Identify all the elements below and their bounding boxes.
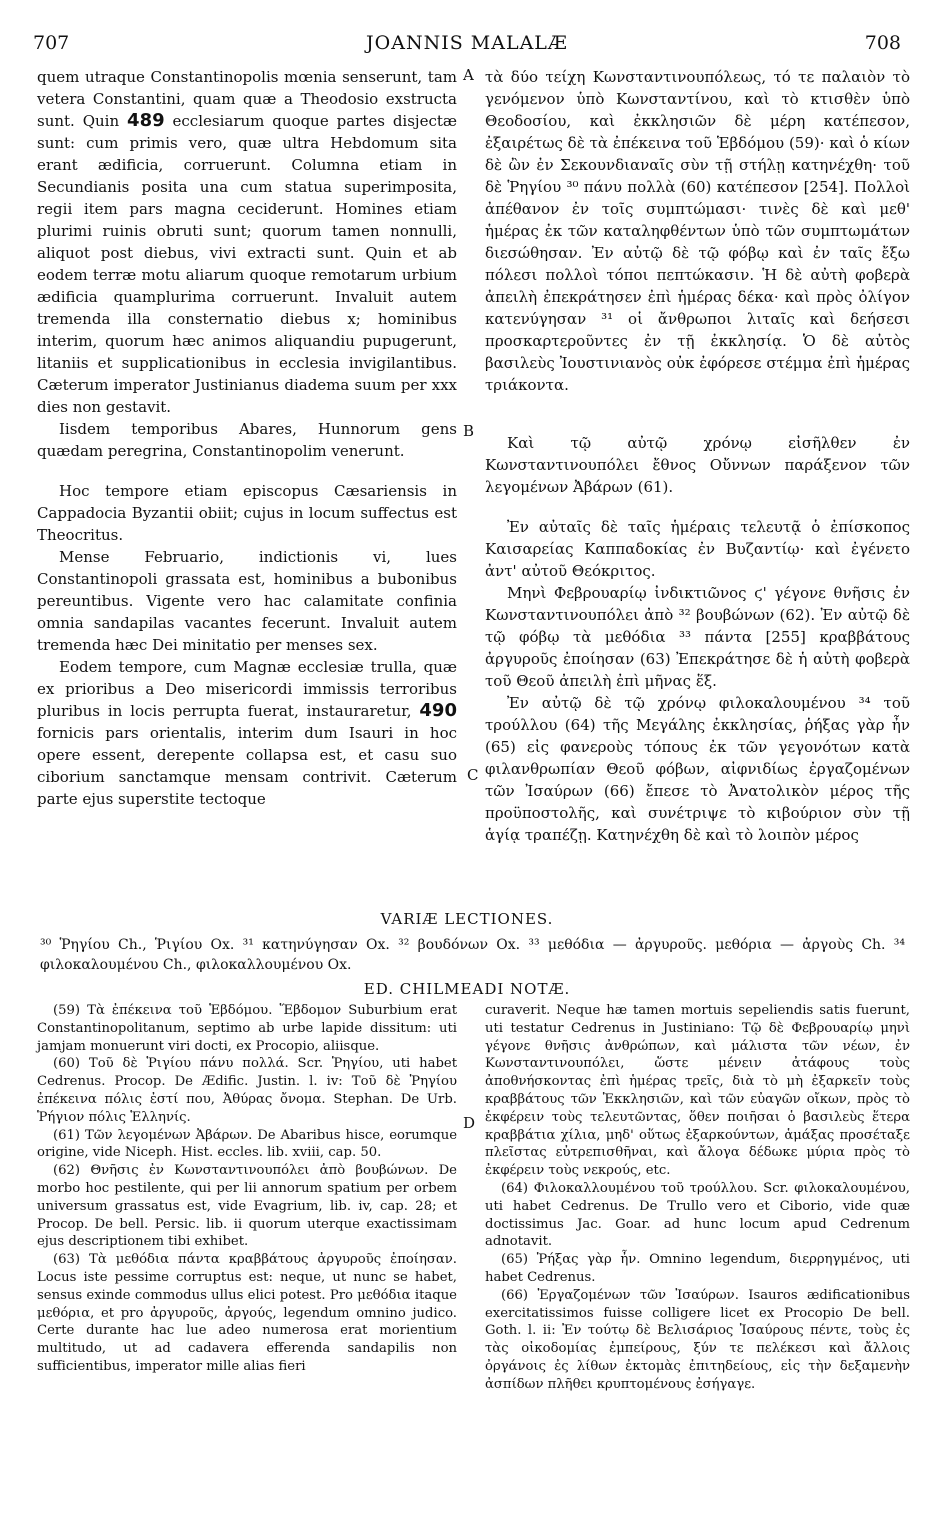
- page-number-right: 708: [864, 32, 901, 54]
- variae-lectiones: ³⁰ Ῥηγίου Ch., Ῥιγίου Ox. ³¹ κατηνύγησαν Ox. ³² βουδόνων Ox. ³³ μεθόδια — ἀργυροῦς. μεθόρια — ἀργοὺς Ch. ³⁴ φιλοκαλουμένου Ch., φιλοκαλλουμένου Ox.: [40, 937, 905, 973]
- latin-text: ecclesiarum quoque partes disjectæ sunt: cum primis vero, quæ ultra Hebdomum sita erant ædificia, corruerunt. Columna etiam in Secundianis posita una cum statua superimposita, regii item pars magna ceciderunt. Homines etiam plurimi ruinis obruti sunt; quorum tamen nonnulli, aliquot post diebus, vivi extracti sunt. Quin et ab eodem terræ motu aliarum quoque remotarum urbium ædificia quampluri̇ma corruerunt. Invaluit autem tremenda illa consternatio diebus x; hominibus interim, quorum hæc animos aliquandiu pupugerunt, litaniis et supplicationibus in ecclesia invigilantibus. Cæterum imperator Justinianus diadema suum per xxx dies non gestavit.: [37, 112, 457, 416]
- notes-left-column: [37, 1002, 457, 1376]
- section-number: 489: [127, 110, 165, 131]
- note: (62) Θνῆσις ἐν Κωνσταντινουπόλει ἀπὸ βουβώνων. De morbo hoc pestilente, qui per lii annorum spatium per orbem universum grassatus est, vide Evagrium, lib. iv, cap. 28; et Procop. De bell. Persic. lib. ii quorum uterque exactissimam ejus descriptionem tibi exhibet.: [37, 1163, 457, 1250]
- greek-paragraph: τὰ δύο τείχη Κωνσταντινουπόλεως, τό τε παλαιὸν τὸ γενόμενον ὑπὸ Κωνσταντίνου, καὶ τὸ κτισθὲν ὑπὸ Θεοδοσίου, καὶ ἐκκλησιῶν δὲ μέρη κατέπεσον, ἐξαιρέτως δὲ τὰ ἐπέκεινα τοῦ Ἑβδόμου (59)· καὶ ὁ κίων δὲ ὢν ἐν Σεκουνδιαναῖς σὺν τῇ στήλῃ κατηνέχθη· τοῦ δὲ Ῥηγίου ³⁰ πάνυ πολλὰ (60) κατέπεσον [254]. Πολλοὶ ἀπέθανον ἐν τοῖς συμπτώμασι· τινὲς δὲ καὶ μεθ' ἡμέρας ἐκ τῶν καταληφθέντων ὑπὸ τῶν συμπτωμάτων διεσώθησαν. Ἐν αὐτῷ δὲ τῷ φόβῳ καὶ ἐν ταῖς ἔξω πόλεσι πολλοὶ τόποι πεπτώκασιν. Ἡ δὲ αὐτὴ φοβερὰ ἀπειλὴ ἐπεκράτησεν ἐπὶ ἡμέρας δέκα· καὶ πρὸς ὀλίγον κατενύγησαν ³¹ οἱ ἄνθρωποι λιταῖς καὶ δεήσεσι προσκαρτεροῦντες ἐν τῇ ἐκκλησίᾳ. Ὁ δὲ αὐτὸς βασιλεὺς Ἰουστινιανὸς οὐκ ἐφόρεσε στέμμα ἐπὶ ἡμέρας τριάκοντα.: [485, 68, 910, 394]
- note: (66) Ἐργαζομένων τῶν Ἰσαύρων. Isauros ædificationibus exercitatissimos fuisse colligere licet ex Procopio De bell. Goth. l. ii: Ἐν τούτῳ δὲ Βελισάριος Ἰσαύρους πέντε, τοὺς ἐς τὰς οἰκοδομίας ἐμπείρους, ξύν τε πελέκεσι καὶ ἄλλοις ὀργάνοις ἐς λίθων ἐκτομὰς ἐπιτηδείους, εἰς τὴν δεξαμενὴν ἀσπίδων πλῆθει κρυπτομένους ἐσήγαγε.: [485, 1287, 910, 1392]
- running-head: JOANNIS MALALÆ: [366, 32, 568, 54]
- latin-paragraph: [37, 66, 457, 418]
- page-number-left: 707: [33, 32, 70, 54]
- latin-paragraph: [37, 656, 457, 810]
- notes-right-column: [485, 1002, 910, 1394]
- latin-text: Eodem tempore, cum Magnæ ecclesiæ trulla, quæ ex prioribus a Deo misericordi immissis terroribus pluribus in locis perrupta fuerat, instauraretur,: [37, 658, 457, 720]
- latin-text: quem utraque Constantinopolis mœnia senserunt, tam vetera Constantini, quam quæ a Theodosio exstructa sunt. Quin: [37, 68, 457, 130]
- latin-paragraph: Iisdem temporibus Abares, Hunnorum gens quædam peregrina, Constantinopolim venerunt.: [37, 420, 457, 460]
- notes-title: ED. CHILMEADI NOTÆ.: [363, 980, 571, 998]
- margin-letter-d: D: [463, 1114, 476, 1132]
- greek-paragraph: Καὶ τῷ αὐτῷ χρόνῳ εἰσῆλθεν ἐν Κωνσταντινουπόλει ἔθνος Οὔννων παράξενον τῶν λεγομένων Ἀβάρων (61).: [485, 434, 910, 496]
- note: (65) Ῥήξας γὰρ ἦν. Omnino legendum, διερρηγμένος, uti habet Cedrenus.: [485, 1252, 910, 1285]
- note: (61) Τῶν λεγομένων Ἀβάρων. De Abaribus hisce, eorumque origine, vide Niceph. Hist. eccles. lib. xviii, cap. 50.: [37, 1127, 457, 1161]
- latin-paragraph: Mense Februario, indictionis vi, lues Constantinopoli grassata est, hominibus a bubonibus pereuntibus. Vigente vero hac calamitate confinia omnia sandapilas vacantes fecerunt. Invaluit autem tremenda hæc Dei minitatio per menses sex.: [37, 548, 457, 654]
- greek-paragraph: Ἐν αὐτῷ δὲ τῷ χρόνῳ φιλοκαλουμένου ³⁴ τοῦ τρούλλου (64) τῆς Μεγάλης ἐκκλησίας, ῥήξας γὰρ ἦν (65) εἰς φανεροὺς τόπους ἐκ τῶν γεγονότων κατὰ φιλανθρωπίαν Θεοῦ φόβων, αἰφνιδίως ἐργαζομένων τῶν Ἰσαύρων (66) ἔπεσε τὸ Ἀνατολικὸν μέρος τῆς προϋποστολῆς, καὶ συνέτριψε τὸ κιβούριον σὺν τῇ ἁγίᾳ τραπέζῃ. Κατηνέχθη δὲ καὶ τὸ λοιπὸν μέρος: [485, 694, 910, 844]
- note: (63) Τὰ μεθόδια πάντα κραββάτους ἀργυροῦς ἐποίησαν. Locus iste pessime corruptus est: neque, ut nunc se habet, sensus exinde commodus ullus elici potest. Pro μεθόδια itaque μεθόρια, et pro ἀργυροῦς, ἀργούς, legendum omnino judico. Certe durante hac lue adeo numerosa erat morientium multitudo, ut ad cadavera efferenda sandapilis non sufficientibus, imperator mille alias fieri: [37, 1252, 457, 1374]
- note: curaverit. Neque hæ tamen mortuis sepeliendis satis fuerunt, uti testatur Cedrenus in Justiniano: Τῷ δὲ Φεβρουαρίῳ μηνὶ γέγονε θνῆσις ἀνθρώπων, καὶ μάλιστα τῶν νέων, ἐν Κωνσταντινουπόλει, ὥστε μένειν ἀτάφους τοὺς ἀποθνήσκοντας ἐπὶ ἡμέρας τρεῖς, διὰ τὸ μὴ ἐξαρκεῖν τοὺς κραββάτους τῶν Ἐκκλησιῶν, καὶ τῶν εὐαγῶν οἴκων, πρὸς τὸ ἐκφέρειν τοὺς τελευτῶντας, ὅθεν ποιῆσαι ὁ βασιλεὺς ἕτερα κραββάτια χίλια, μηδ' οὕτως ἐξαρκούντων, ἁμάξας προσέταξε πλεῖστας εὐτρεπισθῆναι, καὶ ἄλογα δέδωκε μύρια πρὸς τὸ ἐκφέρειν τοὺς νεκρούς, etc.: [485, 1003, 910, 1179]
- margin-letter-a: A: [463, 66, 474, 84]
- latin-text: fornicis pars orientalis, interim dum Isauri in hoc opere essent, derepente collapsa est, et casu suo ciborium sanctamque mensam contrivit. Cæterum parte ejus superstite tectoque: [37, 724, 457, 808]
- greek-column: [485, 66, 910, 846]
- note: (59) Τὰ ἐπέκεινα τοῦ Ἑβδόμου. Ἕβδομον Suburbium erat Constantinopolitanum, septimo ab urbe lapide dissitum: uti jamjam monuerunt viri docti, ex Procopio, aliisque.: [37, 1003, 457, 1054]
- margin-letter-c: C: [467, 766, 479, 784]
- variae-title: VARIÆ LECTIONES.: [380, 910, 554, 928]
- latin-paragraph: Hoc tempore etiam episcopus Cæsariensis in Cappadocia Byzantii obiit; cujus in locum suffectus est Theocritus.: [37, 482, 457, 544]
- note: (60) Τοῦ δὲ Ῥιγίου πάνυ πολλά. Scr. Ῥηγίου, uti habet Cedrenus. Procop. De Ædific. Justin. l. iv: Τοῦ δὲ Ῥηγίου ἐπέκεινα πόλις ἐστί που, Ἀθύρας ὄνομα. Stephan. De Urb. Ῥήγιον πόλις Ἑλληνίς.: [37, 1056, 457, 1125]
- margin-letter-b: B: [463, 422, 475, 440]
- section-number: 490: [419, 700, 457, 721]
- note: (64) Φιλοκαλλουμένου τοῦ τρούλλου. Scr. φιλοκαλουμένου, uti habet Cedrenus. De Trullo vero et Ciborio, vide quæ doctissimus Jac. Goar. ad hunc locum apud Cedrenum adnotavit.: [485, 1180, 910, 1250]
- latin-column: [37, 66, 457, 810]
- greek-paragraph: Ἐν αὐταῖς δὲ ταῖς ἡμέραις τελευτᾷ ὁ ἐπίσκοπος Καισαρείας Καππαδοκίας ἐν Βυζαντίῳ· καὶ ἐγένετο ἀντ' αὐτοῦ Θεόκριτος.: [485, 518, 910, 580]
- page-header: [33, 32, 901, 58]
- greek-paragraph: Μηνὶ Φεβρουαρίῳ ἰνδικτιῶνος ϛ' γέγονε θνῆσις ἐν Κωνσταντινουπόλει ἀπὸ ³² βουβώνων (62). Ἐν αὐτῷ δὲ τῷ φόβῳ τὰ μεθόδια ³³ πάντα [255] κραββάτους ἀργυροῦς ἐποίησαν (63) Ἐπεκράτησε δὲ ἡ αὐτὴ φοβερὰ τοῦ Θεοῦ ἀπειλὴ ἐπὶ μῆνας ἕξ.: [485, 584, 910, 690]
